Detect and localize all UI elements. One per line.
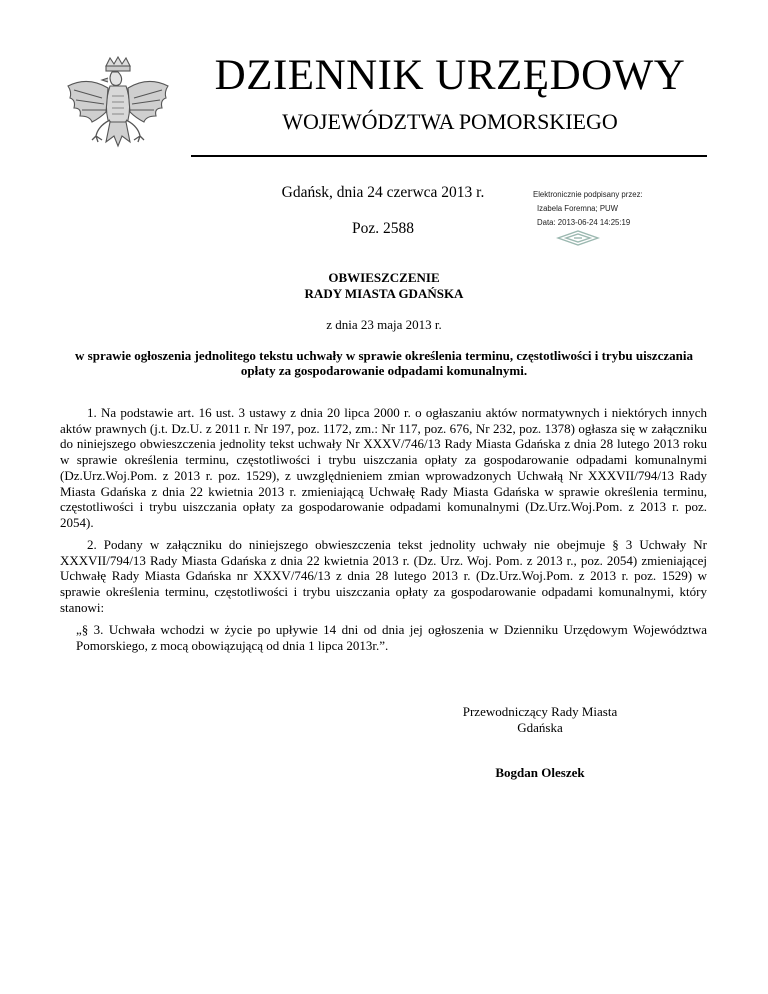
signer-role <box>440 704 640 736</box>
journal-title: DZIENNIK URZĘDOWY <box>214 52 686 99</box>
signer-role-line-2: Gdańska <box>517 720 563 735</box>
document-date: z dnia 23 maja 2013 r. <box>326 317 442 332</box>
quoted-provision: „§ 3. Uchwała wchodzi w życie po upływie 14 dni od dnia jej ogłoszenia w Dzienniku Urzędowym Województwa Pomorskiego, z mocą obowiązującą od dnia 1 lipca 2013r.”. <box>76 622 707 653</box>
header-divider <box>191 155 707 157</box>
signature-signer: Izabela Foremna; PUW <box>537 204 619 213</box>
electronic-signature-block <box>533 188 713 230</box>
signature-date: Data: 2013-06-24 14:25:19 <box>537 218 631 227</box>
publication-date: Gdańsk, dnia 24 czerwca 2013 r. <box>281 184 485 201</box>
document-subject: w sprawie ogłoszenia jednolitego tekstu uchwały w sprawie określenia terminu, częstotliwości i trybu uiszczania opłaty za gospodarowanie odpadami komunalnymi. <box>75 348 693 378</box>
signature-label: Elektronicznie podpisany przez: <box>533 190 643 199</box>
document-type-heading: OBWIESZCZENIE <box>328 270 440 285</box>
signer-role-line-1: Przewodniczący Rady Miasta <box>462 704 618 719</box>
signature-seal-icon <box>556 230 600 246</box>
journal-subtitle: WOJEWÓDZTWA POMORSKIEGO <box>282 109 618 134</box>
paragraph-2: 2. Podany w załączniku do niniejszego obwieszczenia tekst jednolity uchwały nie obejmuje § 3 Uchwały Nr XXXVII/794/13 Rady Miasta Gdańska z dnia 22 kwietnia 2013 r. (Dz. Urz. Woj. Pom. z 2013 r., poz. 2054) zmieniającej Uchwałę Rady Miasta Gdańska nr XXXV/746/13 z dnia 28 lutego 2013 r. (Dz.Urz.Woj.Pom. z 2013 r. poz. 1529) w sprawie określenia terminu, częstotliwości i trybu uiszczania opłaty za gospodarowanie odpadami komunalnymi, który stanowi: <box>60 537 707 615</box>
eagle-emblem-icon <box>62 56 174 162</box>
paragraph-1: 1. Na podstawie art. 16 ust. 3 ustawy z dnia 20 lipca 2000 r. o ogłaszaniu aktów normatywnych i niektórych innych aktów prawnych (j.t. Dz.U. z 2011 r. Nr 197, poz. 1172, zm.: Nr 117, poz. 676, Nr 232, poz. 1378) ogłasza się w załączniku do niniejszego obwieszczenia jednolity tekst uchwały Nr XXXV/746/13 Rady Miasta Gdańska z dnia 28 lutego 2013 roku w sprawie określenia terminu, częstotliwości i trybu uiszczania opłaty za gospodarowanie odpadami komunalnymi (Dz.Urz.Woj.Pom. z 2013 r. poz. 1529), z uwzględnieniem zmian wprowadzonych Uchwałą Nr XXXVII/794/13 Rady Miasta Gdańska z dnia 22 kwietnia 2013 r. zmieniającą Uchwałę Rady Miasta Gdańska w sprawie określenia terminu, częstotliwości i trybu uiszczania opłaty za gospodarowanie odpadami komunalnymi (Dz.Urz.Woj.Pom. z 2013 r. poz. 2054). <box>60 405 707 530</box>
signer-name: Bogdan Oleszek <box>495 765 585 780</box>
issuing-body-heading: RADY MIASTA GDAŃSKA <box>304 286 464 301</box>
position-number: Poz. 2588 <box>352 220 414 237</box>
